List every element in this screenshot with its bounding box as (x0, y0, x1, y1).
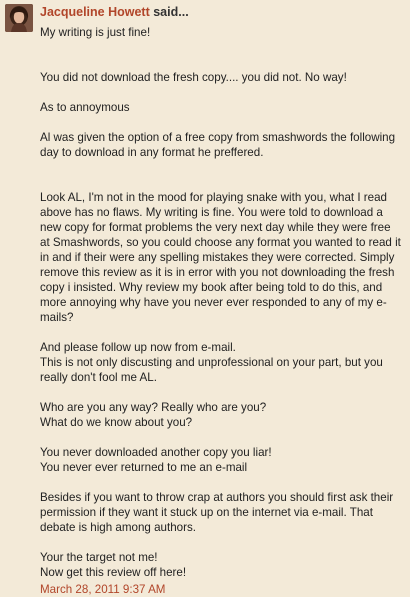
paragraph (40, 550, 402, 580)
text-line: My writing is just fine! (40, 26, 151, 39)
paragraph (40, 445, 402, 475)
text-line: Look AL, I'm not in the mood for playing snake with you, what I read above has no flaws. My writing is fine. You were told to download a new copy for format problems the very next day while they were free at Smashwords, so you could choose any format you wanted to read it in and if their were any spelling mistakes they were corrected. Simply remove this review as it is in error with you not downloading the fresh copy i insisted. Why review my book after being told to do this, and more annoying why have you never ever responded to any of my e-mails? (40, 191, 401, 324)
avatar-photo-icon (5, 4, 33, 32)
paragraph (40, 190, 402, 325)
text-line: Your the target not me! (40, 551, 158, 564)
avatar[interactable] (5, 4, 33, 32)
text-line: You did not download the fresh copy.... you did not. No way! (40, 71, 347, 84)
paragraph (40, 130, 402, 160)
paragraph (40, 100, 402, 115)
text-line: As to annoymous (40, 101, 130, 114)
text-line: And please follow up now from e-mail. (40, 341, 236, 354)
said-label: said... (153, 5, 189, 19)
paragraph (40, 25, 402, 40)
text-line: Besides if you want to throw crap at authors you should first ask their permission if they want it stuck up on the internet via e-mail. That debate is high among authors. (40, 491, 394, 534)
text-line: Who are you any way? Really who are you? (40, 401, 267, 414)
text-line: Now get this review off here! (40, 566, 187, 579)
paragraph (40, 70, 402, 85)
author-link[interactable]: Jacqueline Howett (40, 5, 150, 19)
comment-header (40, 5, 189, 19)
paragraph (40, 340, 402, 385)
text-line: This is not only discusting and unprofessional on your part, but you really don't fool me AL. (40, 356, 383, 384)
paragraph (40, 490, 402, 535)
text-line: You never ever returned to me an e-mail (40, 461, 248, 474)
comment-timestamp-link[interactable]: March 28, 2011 9:37 AM (40, 583, 166, 596)
text-line: You never downloaded another copy you liar! (40, 446, 272, 459)
text-line: Al was given the option of a free copy from smashwords the following day to download in any format he preffered. (40, 131, 396, 159)
comment-body (40, 25, 402, 597)
paragraph (40, 400, 402, 430)
text-line: What do we know about you? (40, 416, 193, 429)
